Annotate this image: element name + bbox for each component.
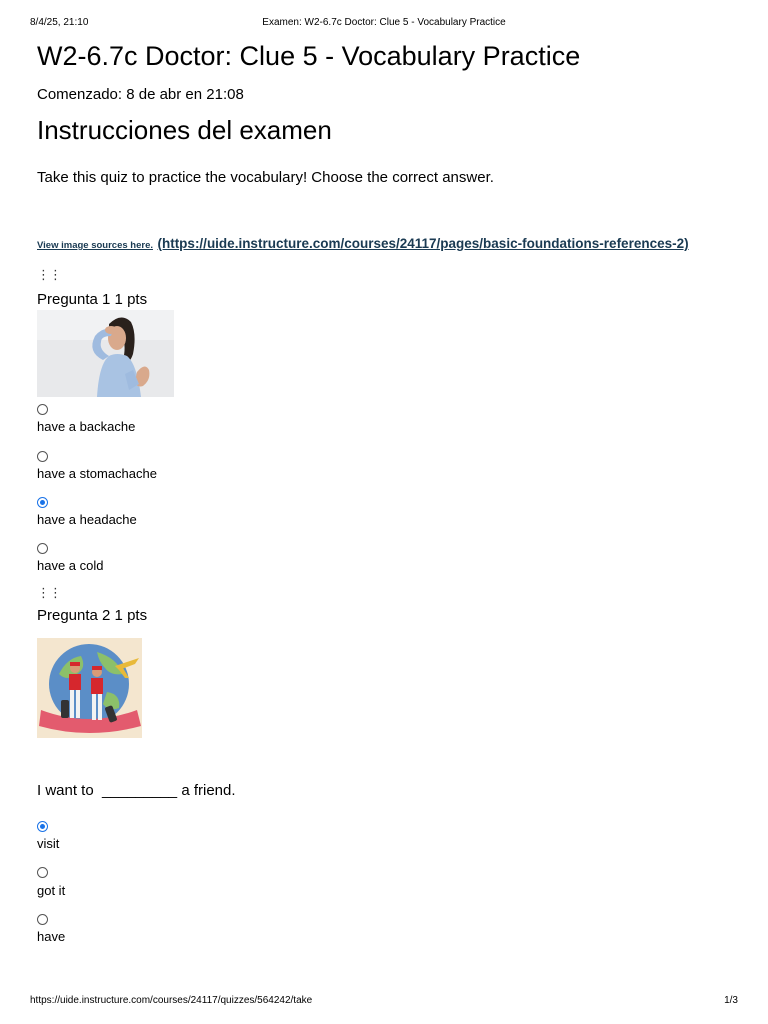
answer-label: have a backache xyxy=(37,419,136,434)
question-2-text-before: I want to xyxy=(37,782,94,799)
answer-label: have a cold xyxy=(37,558,104,573)
question-2-text-after: a friend. xyxy=(181,782,236,799)
question-2-label: Pregunta 2 1 pts xyxy=(37,607,148,624)
question-1-image xyxy=(37,310,174,397)
answer-radio-selected[interactable] xyxy=(37,821,48,832)
drag-handle-icon[interactable]: ⋮⋮ xyxy=(37,267,61,282)
drag-handle-icon[interactable]: ⋮⋮ xyxy=(37,585,61,600)
print-date: 8/4/25, 21:10 xyxy=(30,17,89,28)
answer-radio[interactable] xyxy=(37,867,48,878)
woman-headache-illustration xyxy=(37,310,174,397)
answer-label: have a headache xyxy=(37,512,137,527)
answer-label: got it xyxy=(37,883,66,898)
image-sources-url-link[interactable]: (https://uide.instructure.com/courses/24117/pages/basic-foundations-references-2) xyxy=(157,236,689,251)
image-sources-link[interactable]: View image sources here. xyxy=(37,240,153,251)
print-url: https://uide.instructure.com/courses/24117/quizzes/564242/take xyxy=(30,995,313,1006)
answer-radio-selected[interactable] xyxy=(37,497,48,508)
print-header xyxy=(30,17,738,31)
answer-radio[interactable] xyxy=(37,451,48,462)
answer-radio[interactable] xyxy=(37,404,48,415)
travelers-globe-illustration xyxy=(37,638,142,738)
answer-label: have xyxy=(37,929,66,944)
quiz-title: W2-6.7c Doctor: Clue 5 - Vocabulary Practice xyxy=(37,41,581,71)
answer-label: visit xyxy=(37,836,60,851)
question-2-text xyxy=(37,782,236,799)
quiz-started-time: Comenzado: 8 de abr en 21:08 xyxy=(37,86,244,103)
instructions-heading: Instrucciones del examen xyxy=(37,115,332,145)
print-page-number: 1/3 xyxy=(724,995,738,1006)
answer-radio[interactable] xyxy=(37,543,48,554)
image-sources xyxy=(37,235,689,253)
question-2-image xyxy=(37,638,142,738)
question-1-label: Pregunta 1 1 pts xyxy=(37,291,148,308)
print-doc-title: Examen: W2-6.7c Doctor: Clue 5 - Vocabulary Practice xyxy=(262,17,506,28)
question-2-blank: _________ xyxy=(102,782,178,799)
instructions-text: Take this quiz to practice the vocabulary! Choose the correct answer. xyxy=(37,169,494,186)
answer-radio[interactable] xyxy=(37,914,48,925)
answer-label: have a stomachache xyxy=(37,466,157,481)
print-footer xyxy=(30,995,738,1009)
